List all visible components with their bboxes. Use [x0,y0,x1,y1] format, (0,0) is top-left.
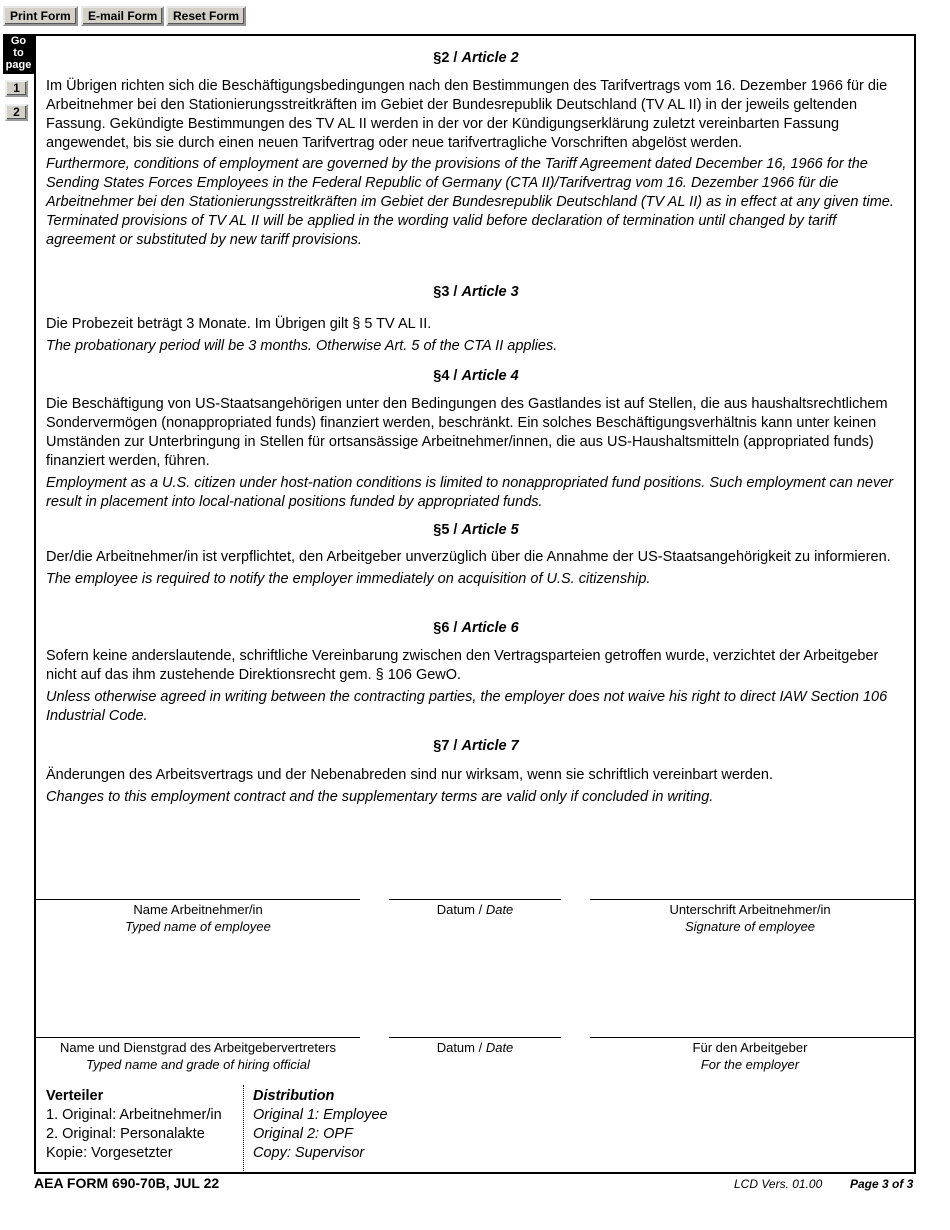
section-3-heading: §3 / Article 3 [433,284,519,300]
distribution-german-item: Kopie: Vorgesetzter [46,1145,173,1161]
distribution-english-item: Original 1: Employee [253,1107,388,1123]
go-to-label-line: page [5,59,32,71]
goto-page-2-button[interactable]: 2 [5,104,28,121]
distribution-german-item: 2. Original: Personalakte [46,1126,205,1142]
version-label: LCD Vers. 01.00 [734,1177,823,1191]
section-4-body [46,395,906,512]
section-5-english: The employee is required to notify the employer immediately on acquisition of U.S. citizenship. [46,571,651,587]
section-7-english: Changes to this employment contract and the supplementary terms are valid only if concluded in writing. [46,789,714,805]
official-date-caption: Datum / Date [436,1040,514,1055]
section-6-english: Unless otherwise agreed in writing between the contracting parties, the employer does not waive his right to direct IAW Section 106 Industrial Code. [46,689,888,724]
official-name-caption: Name und Dienstgrad des Arbeitgebervertreters Typed name and grade of hiring official [59,1040,337,1072]
employee-signature-caption: Unterschrift Arbeitnehmer/in Signature of employee [669,902,831,934]
distribution-english-title: Distribution [253,1088,335,1104]
employee-date-line[interactable] [389,899,561,900]
goto-page-1-button[interactable]: 1 [5,80,28,97]
employer-signature-caption: Für den Arbeitgeber For the employer [692,1040,808,1072]
section-7-german: Änderungen des Arbeitsvertrags und der Nebenabreden sind nur wirksam, wenn sie schriftlich vereinbart werden. [46,767,774,783]
form-id: AEA FORM 690-70B, JUL 22 [34,1175,220,1191]
page-number: Page 3 of 3 [850,1177,914,1191]
section-6-body [46,647,906,726]
section-2-english: Furthermore, conditions of employment are governed by the provisions of the Tariff Agreement dated December 16, 1966 for the Sending States Forces Employees in the Federal Republic of Germany (CTA II)/Tarifvertrag vom 16. Dezember 1966 für die Arbeitnehmer bei den Stationierungsstreitkräften im Gebiet der Bundesrepublik Deutschland (TV AL II) as in effect at any given time. Terminated provisions of TV AL II will be applied in the wording valid before declaration of termination until changed by tariff agreement or substituted by new tariff provisions. [46,156,894,248]
section-5-body [46,548,906,589]
employer-signature-line[interactable] [590,1037,914,1038]
go-to-label-line: Go [10,35,27,47]
section-6-german: Sofern keine anderslautende, schriftliche Vereinbarung zwischen den Vertragsparteien getroffen wurde, verzichtet der Arbeitgeber nicht auf das ihm zustehende Direktionsrecht gem. § 106 GewO. [46,648,879,683]
distribution-english-item: Original 2: OPF [253,1126,353,1142]
section-7-body [46,766,906,807]
official-date-line[interactable] [389,1037,561,1038]
section-3-body [46,315,906,356]
distribution-german [46,1087,222,1163]
section-3-english: The probationary period will be 3 months. Otherwise Art. 5 of the CTA II applies. [46,338,558,354]
distribution-english-item: Copy: Supervisor [253,1145,365,1161]
official-name-line[interactable] [36,1037,360,1038]
employee-name-caption: Name Arbeitnehmer/in Typed name of employee [125,902,271,934]
section-5-german: Der/die Arbeitnehmer/in ist verpflichtet, den Arbeitgeber unverzüglich über die Annahme der US-Staatsangehörigkeit zu informieren. [46,549,891,565]
section-4-german: Die Beschäftigung von US-Staatsangehörigen unter den Bedingungen des Gastlandes ist auf Stellen, die aus haushaltsrechtlichem Sondervermögen (nonappropriated funds) finanziert werden, beschränkt. Ein solches Beschäftigungsverhältnis kann unter keinen Umständen zur Unterbringung in Stellen für ortsansässige Arbeitnehmer/innen, die aus US-Haushaltsmitteln (appropriated funds) finanziert werden, führen. [46,396,888,469]
go-to-page-label [3,34,34,74]
employee-date-caption: Datum / Date [436,902,514,917]
section-7-heading: §7 / Article 7 [433,738,519,754]
section-4-english: Employment as a U.S. citizen under host-nation conditions is limited to nonappropriated fund positions. Such employment can never result in placement into local-national positions funded by appropriated funds. [46,475,894,510]
section-4-heading: §4 / Article 4 [433,368,519,384]
employee-name-line[interactable] [36,899,360,900]
section-2-heading: §2 / Article 2 [433,50,519,66]
employee-signature-line[interactable] [590,899,914,900]
print-form-button[interactable]: Print Form [3,6,78,26]
distribution-german-title: Verteiler [46,1088,104,1104]
section-6-heading: §6 / Article 6 [433,620,519,636]
distribution-german-item: 1. Original: Arbeitnehmer/in [46,1107,222,1123]
email-form-button[interactable]: E-mail Form [81,6,164,26]
go-to-label-line: to [13,47,24,59]
distribution-english [253,1087,388,1163]
section-5-heading: §5 / Article 5 [433,522,519,538]
reset-form-button[interactable]: Reset Form [166,6,246,26]
section-3-german: Die Probezeit beträgt 3 Monate. Im Übrigen gilt § 5 TV AL II. [46,316,432,332]
section-2-body [46,77,906,250]
section-2-german: Im Übrigen richten sich die Beschäftigungsbedingungen nach den Bestimmungen des Tarifvertrags vom 16. Dezember 1966 für die Arbeitnehmer bei den Stationierungsstreitkräften im Gebiet der Bundesrepublik Deutschland (TV AL II) in der jeweils geltenden Fassung. Gekündigte Bestimmungen des TV AL II werden in der vor der Kündigungserklärung zuletzt vereinbarten Fassung angewendet, bis sie durch einen neuen Tarifvertrag oder neue tarifvertragliche Vorschriften abgelöst werden. [46,78,888,151]
distribution-divider [243,1085,244,1171]
